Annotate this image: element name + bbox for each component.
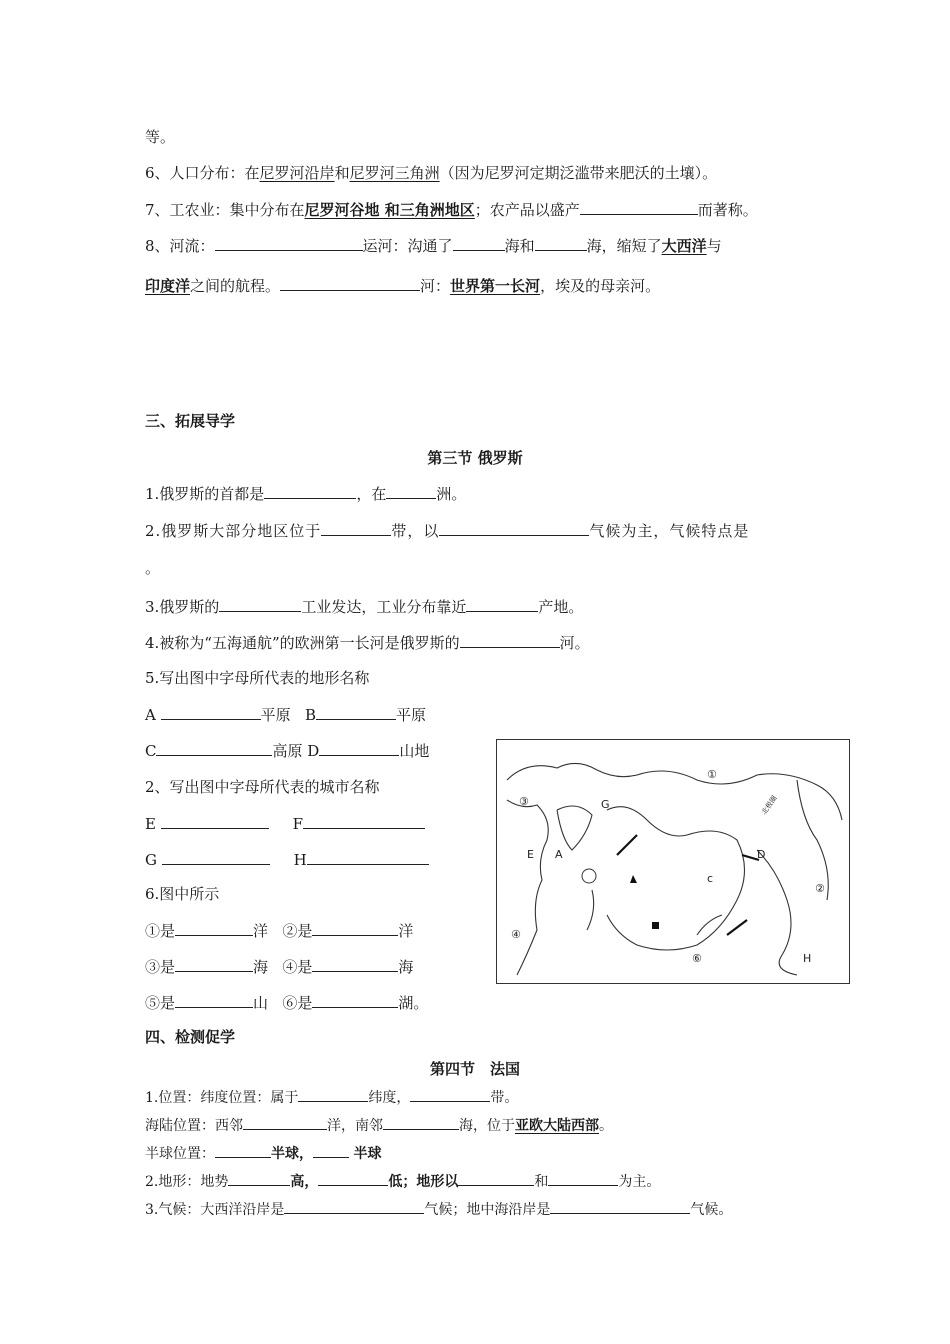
- blank[interactable]: [458, 1170, 534, 1186]
- blank[interactable]: [243, 1114, 327, 1130]
- blank[interactable]: [321, 520, 391, 536]
- p4: 2.地形：地势 高， 低；地形以 和 为主。: [145, 1170, 660, 1192]
- q1: 1.俄罗斯的首都是 ，在 洲。: [145, 485, 467, 503]
- map-label-2: ②: [815, 882, 825, 895]
- section3-title: 第三节 俄罗斯: [427, 449, 523, 467]
- russia-map: [496, 739, 850, 984]
- map-marker: [652, 922, 659, 929]
- blank[interactable]: [264, 483, 356, 499]
- blank[interactable]: [175, 956, 253, 972]
- map-label-6: ⑥: [692, 952, 702, 965]
- blank[interactable]: [550, 1198, 690, 1214]
- scandinavia: [557, 806, 592, 850]
- p3: 半球位置： 半球， 半球: [145, 1142, 381, 1164]
- map-label-e: E: [527, 848, 534, 861]
- lake-shore: [697, 915, 722, 935]
- map-label-c: c: [707, 872, 714, 885]
- mountain-ridge: [727, 920, 747, 935]
- blank[interactable]: [453, 235, 505, 251]
- map-drawing: [497, 740, 849, 983]
- q2-end: 。: [145, 559, 161, 577]
- river-volga: [587, 890, 594, 930]
- q6-row1: ①是 洋 ②是 洋: [145, 922, 414, 940]
- blank[interactable]: [580, 199, 698, 215]
- blank[interactable]: [439, 520, 589, 536]
- blank[interactable]: [284, 1198, 424, 1214]
- map-label-h: H: [803, 952, 812, 965]
- line-7: 7、工农业：集中分布在尼罗河谷地 和三角洲地区；农产品以盛产 而著称。: [145, 201, 758, 219]
- map-label-a: A: [555, 848, 563, 861]
- blank[interactable]: [386, 483, 436, 499]
- q2b: 2、写出图中字母所代表的城市名称: [145, 778, 380, 796]
- q3: 3.俄罗斯的 工业发达，工业分布靠近 产地。: [145, 598, 584, 616]
- section4-title: 第四节 法国: [429, 1060, 520, 1078]
- blank[interactable]: [280, 275, 420, 291]
- blank[interactable]: [548, 1170, 618, 1186]
- blank[interactable]: [312, 920, 398, 936]
- line-8: 8、河流： 运河：沟通了 海和 海，缩短了大西洋与: [145, 237, 722, 255]
- q6-row2: ③是 海 ④是 海: [145, 958, 414, 976]
- blank[interactable]: [161, 704, 261, 720]
- ural-ridge: [617, 835, 637, 855]
- blank[interactable]: [161, 813, 269, 829]
- blank[interactable]: [219, 596, 301, 612]
- map-label-3: ③: [519, 795, 529, 808]
- blank[interactable]: [383, 1114, 459, 1130]
- section4-heading: 四、检测促学: [145, 1028, 236, 1046]
- map-label-g: G: [601, 798, 610, 811]
- blank[interactable]: [410, 1086, 490, 1102]
- line-6: 6、人口分布：在尼罗河沿岸和尼罗河三角洲（因为尼罗河定期泛滥带来肥沃的土壤）。: [145, 164, 718, 182]
- map-label-d: D: [757, 848, 766, 861]
- blank[interactable]: [466, 596, 538, 612]
- blank[interactable]: [215, 1142, 271, 1158]
- blank[interactable]: [313, 1142, 349, 1158]
- p5: 3.气候：大西洋沿岸是 气候；地中海沿岸是 气候。: [145, 1198, 732, 1220]
- row-gh: G H: [145, 849, 429, 870]
- q6-row3: ⑤是 山 ⑥是 湖。: [145, 994, 429, 1012]
- blank[interactable]: [312, 956, 398, 972]
- blank[interactable]: [303, 813, 425, 829]
- blank[interactable]: [307, 849, 429, 865]
- line-0: 等。: [145, 128, 176, 146]
- blank[interactable]: [162, 849, 270, 865]
- west-coast: [507, 800, 548, 975]
- p1: 1.位置：纬度位置：属于 纬度， 带。: [145, 1086, 518, 1108]
- map-marker: [630, 875, 637, 883]
- blank[interactable]: [460, 632, 560, 648]
- row-cd: C 高原 D 山地: [145, 742, 430, 760]
- blank[interactable]: [228, 1170, 290, 1186]
- section3-heading: 三、拓展导学: [145, 412, 236, 430]
- blank[interactable]: [298, 1086, 368, 1102]
- blank[interactable]: [175, 920, 253, 936]
- blank[interactable]: [215, 235, 363, 251]
- map-label-1: ①: [707, 768, 717, 781]
- map-label-circle: 北极圈: [760, 794, 779, 817]
- blank[interactable]: [316, 704, 396, 720]
- east-coast: [757, 850, 797, 975]
- blank[interactable]: [156, 740, 272, 756]
- q6: 6.图中所示: [145, 885, 220, 903]
- land-outline: [607, 807, 745, 950]
- blank[interactable]: [319, 740, 399, 756]
- blank[interactable]: [535, 235, 587, 251]
- row-ab: A 平原 B 平原: [145, 706, 426, 724]
- row-ef: E F: [145, 813, 425, 834]
- q2: 2.俄罗斯大部分地区位于 带，以 气候为主，气候特点是: [145, 522, 750, 540]
- blank[interactable]: [175, 992, 253, 1008]
- q4: 4.被称为“五海通航”的欧洲第一长河是俄罗斯的 河。: [145, 634, 590, 652]
- map-label-4: ④: [511, 928, 521, 941]
- p2: 海陆位置：西邻 洋，南邻 海，位于亚欧大陆西部。: [145, 1114, 613, 1136]
- blank[interactable]: [318, 1170, 388, 1186]
- map-circle-5: [582, 869, 596, 883]
- line-9: 印度洋之间的航程。 河：世界第一长河，埃及的母亲河。: [145, 277, 661, 295]
- blank[interactable]: [312, 992, 398, 1008]
- q5: 5.写出图中字母所代表的地形名称: [145, 669, 370, 687]
